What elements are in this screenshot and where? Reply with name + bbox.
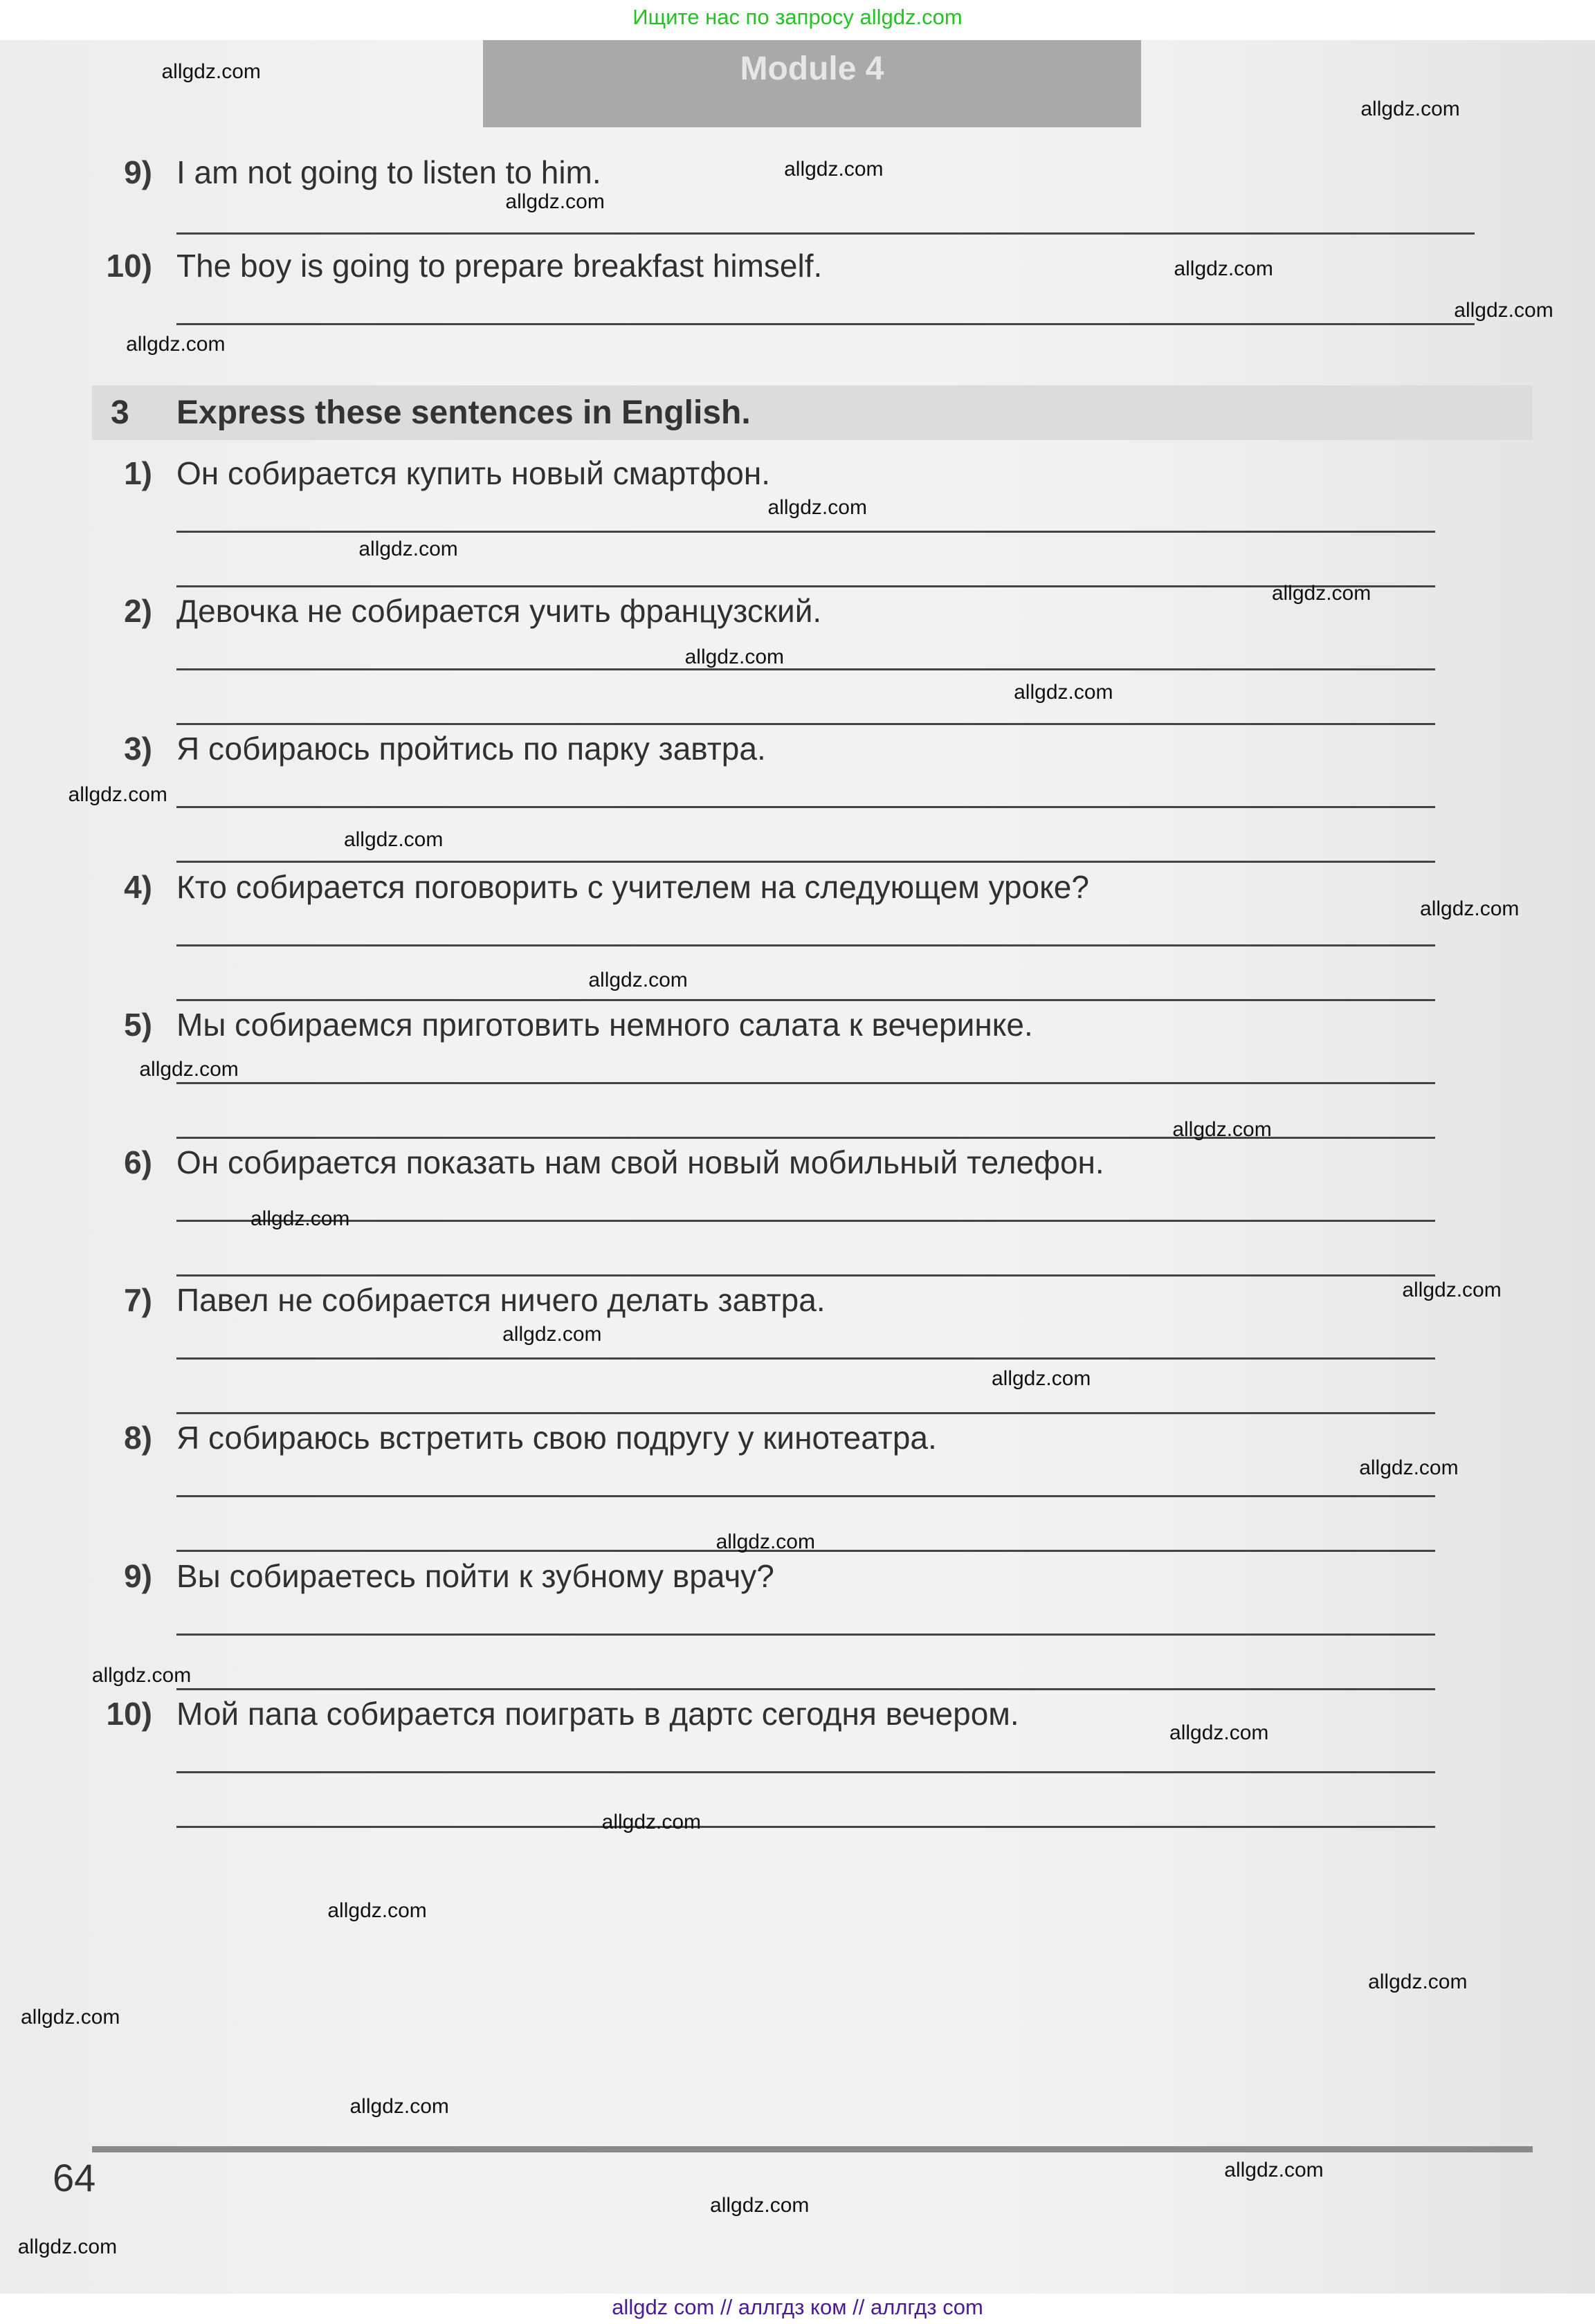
answer-line[interactable] xyxy=(176,323,1475,325)
watermark: allgdz.com xyxy=(784,158,884,181)
item-number: 7) xyxy=(124,1282,152,1319)
watermark: allgdz.com xyxy=(1271,581,1371,605)
answer-line[interactable] xyxy=(176,585,1435,587)
answer-line[interactable] xyxy=(176,1826,1435,1828)
item-number: 9) xyxy=(124,154,152,190)
watermark: allgdz.com xyxy=(1174,257,1273,280)
watermark: allgdz.com xyxy=(161,60,261,83)
watermark: allgdz.com xyxy=(710,2194,810,2217)
item-number: 10) xyxy=(106,1695,152,1732)
item-text: Он собирается показать нам свой новый мобильный телефон. xyxy=(176,1144,1104,1180)
item-text: Павел не собирается ничего делать завтра. xyxy=(176,1282,826,1319)
item-number: 2) xyxy=(124,593,152,630)
watermark: allgdz.com xyxy=(1454,298,1553,322)
watermark: allgdz.com xyxy=(1224,2159,1324,2182)
watermark: allgdz.com xyxy=(91,1663,192,1687)
watermark: allgdz.com xyxy=(991,1367,1091,1391)
answer-line[interactable] xyxy=(176,723,1435,725)
watermark: allgdz.com xyxy=(349,2094,449,2118)
answer-line[interactable] xyxy=(176,806,1435,808)
answer-line[interactable] xyxy=(176,1357,1435,1360)
module-header xyxy=(483,40,1141,127)
module-title: Module 4 xyxy=(740,51,884,87)
answer-line[interactable] xyxy=(176,861,1435,863)
section-number: 3 xyxy=(111,394,129,431)
answer-line[interactable] xyxy=(176,1220,1435,1222)
watermark: allgdz.com xyxy=(502,1322,602,1346)
watermark: allgdz.com xyxy=(1368,1970,1468,1993)
watermark: allgdz.com xyxy=(1420,897,1520,921)
item-text: Вы собираетесь пойти к зубному врачу? xyxy=(176,1557,774,1594)
watermark: allgdz.com xyxy=(601,1810,702,1833)
watermark: allgdz.com xyxy=(20,2006,120,2029)
item-text: Я собираюсь встретить свою подругу у кинотеатра. xyxy=(176,1420,937,1456)
item-number: 8) xyxy=(124,1420,152,1456)
watermark: allgdz.com xyxy=(68,783,167,807)
watermark: allgdz.com xyxy=(1402,1278,1502,1301)
answer-line[interactable] xyxy=(176,1495,1435,1497)
watermark: allgdz.com xyxy=(684,646,784,669)
answer-line[interactable] xyxy=(176,1274,1435,1277)
watermark: allgdz.com xyxy=(588,969,688,991)
answer-line[interactable] xyxy=(176,1688,1435,1690)
watermark: allgdz.com xyxy=(126,333,226,356)
item-text: Девочка не собирается учить французский. xyxy=(176,593,822,630)
answer-line[interactable] xyxy=(176,1771,1435,1773)
footer-rule xyxy=(92,2146,1533,2152)
watermark: allgdz.com xyxy=(1169,1721,1269,1745)
watermark: allgdz.com xyxy=(17,2235,118,2259)
item-text: Мой папа собирается поиграть в дартс сегодня вечером. xyxy=(176,1695,1019,1732)
watermark: allgdz.com xyxy=(1172,1118,1272,1142)
item-text: Я собираюсь пройтись по парку завтра. xyxy=(176,731,766,767)
answer-line[interactable] xyxy=(176,1082,1435,1084)
answer-line[interactable] xyxy=(176,999,1435,1001)
answer-line[interactable] xyxy=(176,531,1435,533)
item-number: 4) xyxy=(124,868,152,905)
answer-line[interactable] xyxy=(176,1634,1435,1636)
item-number: 6) xyxy=(124,1144,152,1180)
page-number: 64 xyxy=(53,2156,96,2199)
watermark: allgdz.com xyxy=(1014,681,1113,704)
watermark: allgdz.com xyxy=(505,190,605,214)
watermark: allgdz.com xyxy=(1359,1456,1459,1479)
item-number: 9) xyxy=(124,1557,152,1594)
answer-line[interactable] xyxy=(176,1412,1435,1414)
item-text: Кто собирается поговорить с учителем на следующем уроке? xyxy=(176,868,1089,905)
bottom-banner[interactable]: allgdz com // аллгдз ком // аллгдз com xyxy=(0,2294,1595,2324)
item-number: 5) xyxy=(124,1006,152,1043)
answer-line[interactable] xyxy=(176,944,1435,946)
section-title: Express these sentences in English. xyxy=(176,394,751,431)
watermark: allgdz.com xyxy=(1360,97,1460,120)
item-number: 3) xyxy=(124,731,152,767)
watermark: allgdz.com xyxy=(343,827,444,851)
answer-line[interactable] xyxy=(176,232,1475,235)
watermark: allgdz.com xyxy=(358,537,458,560)
watermark: allgdz.com xyxy=(327,1899,427,1923)
item-text: Он собирается купить новый смартфон. xyxy=(176,455,771,491)
top-banner[interactable]: Ищите нас по запросу allgdz.com xyxy=(632,5,963,29)
watermark: allgdz.com xyxy=(139,1057,239,1081)
watermark: allgdz.com xyxy=(767,495,867,519)
item-number: 1) xyxy=(124,455,152,491)
item-text: I am not going to listen to him. xyxy=(176,154,601,190)
item-text: The boy is going to prepare breakfast himself. xyxy=(176,248,823,284)
answer-line[interactable] xyxy=(176,668,1435,670)
watermark: allgdz.com xyxy=(716,1530,815,1553)
item-text: Мы собираемся приготовить немного салата к вечеринке. xyxy=(176,1006,1033,1043)
item-number: 10) xyxy=(106,248,152,284)
watermark: allgdz.com xyxy=(250,1207,350,1230)
